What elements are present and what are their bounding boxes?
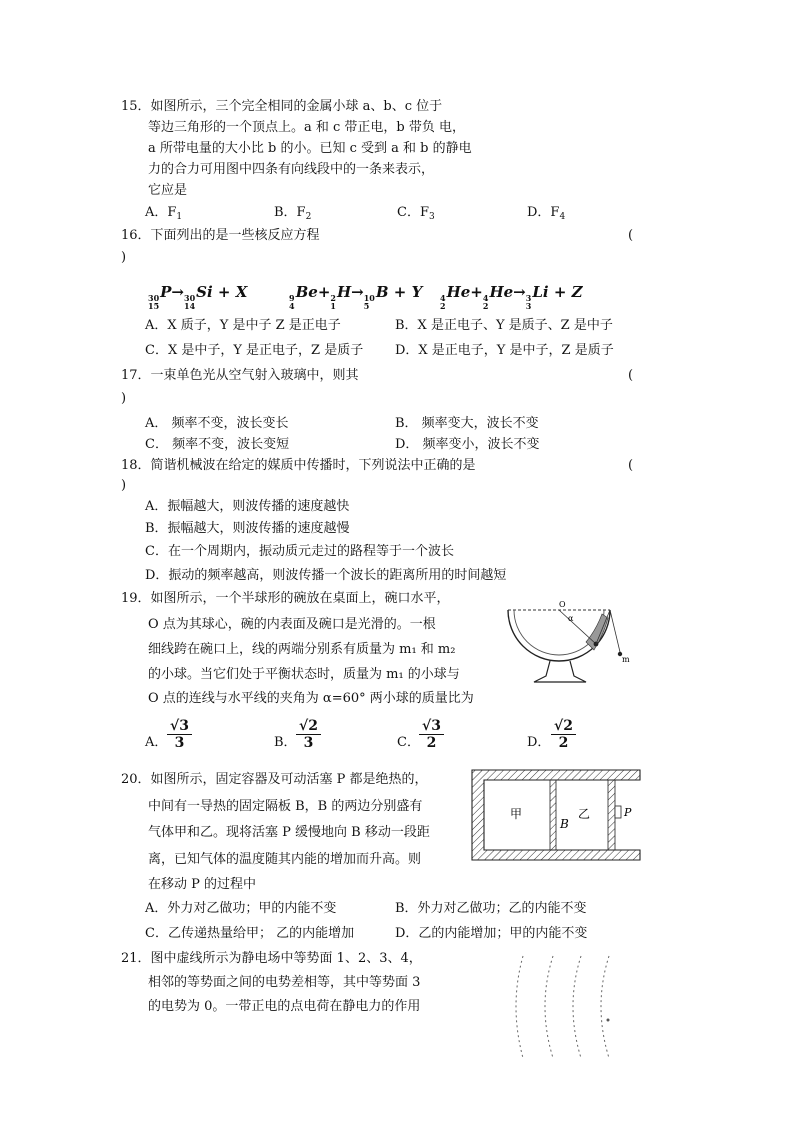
q15-option-b[interactable]: B．$F_2$ (274, 205, 312, 222)
q19-line-2: O 点为其球心，碗的内表面及碗口是光滑的。一根 (148, 617, 436, 632)
q17-paren-open: ( (628, 368, 634, 383)
q15-line-1: 15．如图所示，三个完全相同的金属小球 a、b、c 位于 (121, 99, 443, 114)
q15-option-c[interactable]: C．$F_3$ (397, 205, 435, 222)
q20-line-2: 中间有一导热的固定隔板 B，B 的两边分别盛有 (148, 799, 423, 814)
q19-option-b-letter[interactable]: B． (274, 735, 297, 750)
q21-line-2: 相邻的等势面之间的电势差相等，其中等势面 3 (148, 975, 421, 990)
q20-line-5: 在移动 P 的过程中 (148, 877, 257, 892)
q16-option-c[interactable]: C．X 是中子，Y 是正电子，Z 是质子 (145, 343, 364, 358)
string-right (610, 610, 620, 652)
q18-option-a[interactable]: A．振幅越大，则波传播的速度越快 (145, 499, 350, 514)
q15-line-3: a 所带电量的大小比 b 的小。已知 c 受到 a 和 b 的静电 (148, 141, 472, 156)
q15-option-d[interactable]: D．$F_4$ (527, 205, 566, 222)
q19-option-c-letter[interactable]: C． (397, 735, 420, 750)
piston-handle (615, 806, 621, 818)
q20-line-3: 气体甲和乙。现将活塞 P 缓慢地向 B 移动一段距 (148, 825, 430, 840)
label-b: B (560, 817, 569, 831)
q16-option-d[interactable]: D．X 是正电子，Y 是中子，Z 是质子 (395, 343, 614, 358)
q18-option-b[interactable]: B．振幅越大，则波传播的速度越慢 (145, 521, 350, 536)
q20-line-4: 离，已知气体的温度随其内能的增加而升高。则 (148, 852, 422, 867)
q17-option-a[interactable]: A． 频率不变，波长变长 (145, 416, 289, 431)
q21-line-3: 的电势为 0。一带正电的点电荷在静电力的作用 (148, 999, 421, 1014)
partition-b (550, 780, 556, 850)
bowl-inner-arc (514, 610, 604, 655)
q19-line-5: O 点的连线与水平线的夹角为 α=60° 两小球的质量比为 (148, 691, 474, 706)
label-m: m (622, 655, 630, 664)
q15-line-2: 等边三角形的一个顶点上。a 和 c 带正电，b 带负 电， (148, 120, 466, 135)
bowl-radius-line (559, 610, 596, 644)
q19-line-3: 细线跨在碗口上，线的两端分别系有质量为 m₁ 和 m₂ (148, 642, 456, 657)
q16-paren-close: ) (121, 250, 127, 265)
q17-option-b[interactable]: B． 频率变大，波长不变 (395, 416, 539, 431)
q19-line-1: 19．如图所示，一个半球形的碗放在桌面上，碗口水平， (121, 591, 450, 606)
q16-paren-open: ( (628, 228, 634, 243)
point-charge (607, 1019, 610, 1022)
q18-paren-close: ) (121, 478, 127, 493)
q19-option-d-fraction[interactable]: $\frac{√2}{2}$ (551, 718, 576, 751)
label-o: O (559, 600, 566, 609)
q20-line-1: 20．如图所示，固定容器及可动活塞 P 都是绝热的， (121, 772, 428, 787)
q18-option-d[interactable]: D．振动的频率越高，则波传播一个波长的距离所用的时间越短 (145, 568, 507, 583)
q20-option-a[interactable]: A．外力对乙做功；甲的内能不变 (145, 901, 337, 916)
container-figure (470, 768, 645, 864)
q19-option-c-fraction[interactable]: $\frac{√3}{2}$ (419, 718, 444, 751)
q15-line-4: 力的合力可用图中四条有向线段中的一条来表示， (148, 162, 435, 177)
bowl-figure (504, 600, 644, 700)
q16-option-a[interactable]: A．X 质子，Y 是中子 Z 是正电子 (145, 318, 341, 333)
q20-option-c[interactable]: C．乙传递热量给甲； 乙的内能增加 (145, 926, 355, 941)
bowl-base (534, 661, 586, 682)
equipotential-2 (545, 956, 553, 1058)
q15-line-5: 它应是 (148, 183, 188, 198)
q17-paren-close: ) (121, 391, 127, 406)
q20-option-d[interactable]: D．乙的内能增加；甲的内能不变 (395, 926, 588, 941)
equipotential-figure (505, 950, 635, 1062)
q17-stem: 17．一束单色光从空气射入玻璃中，则其 (121, 368, 359, 383)
q19-option-d-letter[interactable]: D． (527, 735, 551, 750)
q16-stem: 16．下面列出的是一些核反应方程 (121, 228, 320, 243)
q21-line-1: 21．图中虚线所示为静电场中等势面 1、2、3、4， (121, 951, 422, 966)
piston-p (608, 780, 615, 850)
q16-equation-2: 9 4 Be+ 2 1 H→ 10 5 B + Y (289, 283, 423, 311)
q18-stem: 18．简谐机械波在给定的媒质中传播时，下列说法中正确的是 (121, 458, 476, 473)
q17-option-d[interactable]: D． 频率变小，波长不变 (395, 437, 540, 452)
equipotential-1 (516, 956, 523, 1058)
q17-option-c[interactable]: C． 频率不变，波长变短 (145, 437, 290, 452)
q16-option-b[interactable]: B．X 是正电子、Y 是质子、Z 是中子 (395, 318, 613, 333)
q19-option-a-letter[interactable]: A． (145, 735, 168, 750)
q19-line-4: 的小球。当它们处于平衡状态时，质量为 m₁ 的小球与 (148, 667, 460, 682)
q18-option-c[interactable]: C．在一个周期内，振动质元走过的路程等于一个波长 (145, 544, 454, 559)
label-jia: 甲 (510, 807, 523, 821)
label-p: P (624, 806, 632, 819)
q19-option-a-fraction[interactable]: $\frac{√3}{3}$ (167, 718, 192, 751)
q19-option-b-fraction[interactable]: $\frac{√2}{3}$ (296, 718, 321, 751)
q16-equation-3: 4 2 He+ 4 2 He→ 3 3 Li + Z (440, 283, 583, 311)
equipotential-3 (573, 956, 581, 1058)
q18-paren-open: ( (628, 458, 634, 473)
label-yi: 乙 (578, 807, 591, 821)
q16-equation-1: 30 15 P→ 30 14 Si + X (148, 283, 248, 311)
equipotential-4 (601, 956, 609, 1058)
label-alpha: α (568, 614, 574, 623)
q20-option-b[interactable]: B．外力对乙做功；乙的内能不变 (395, 901, 587, 916)
q15-option-a[interactable]: A．$F_1$ (145, 205, 183, 222)
